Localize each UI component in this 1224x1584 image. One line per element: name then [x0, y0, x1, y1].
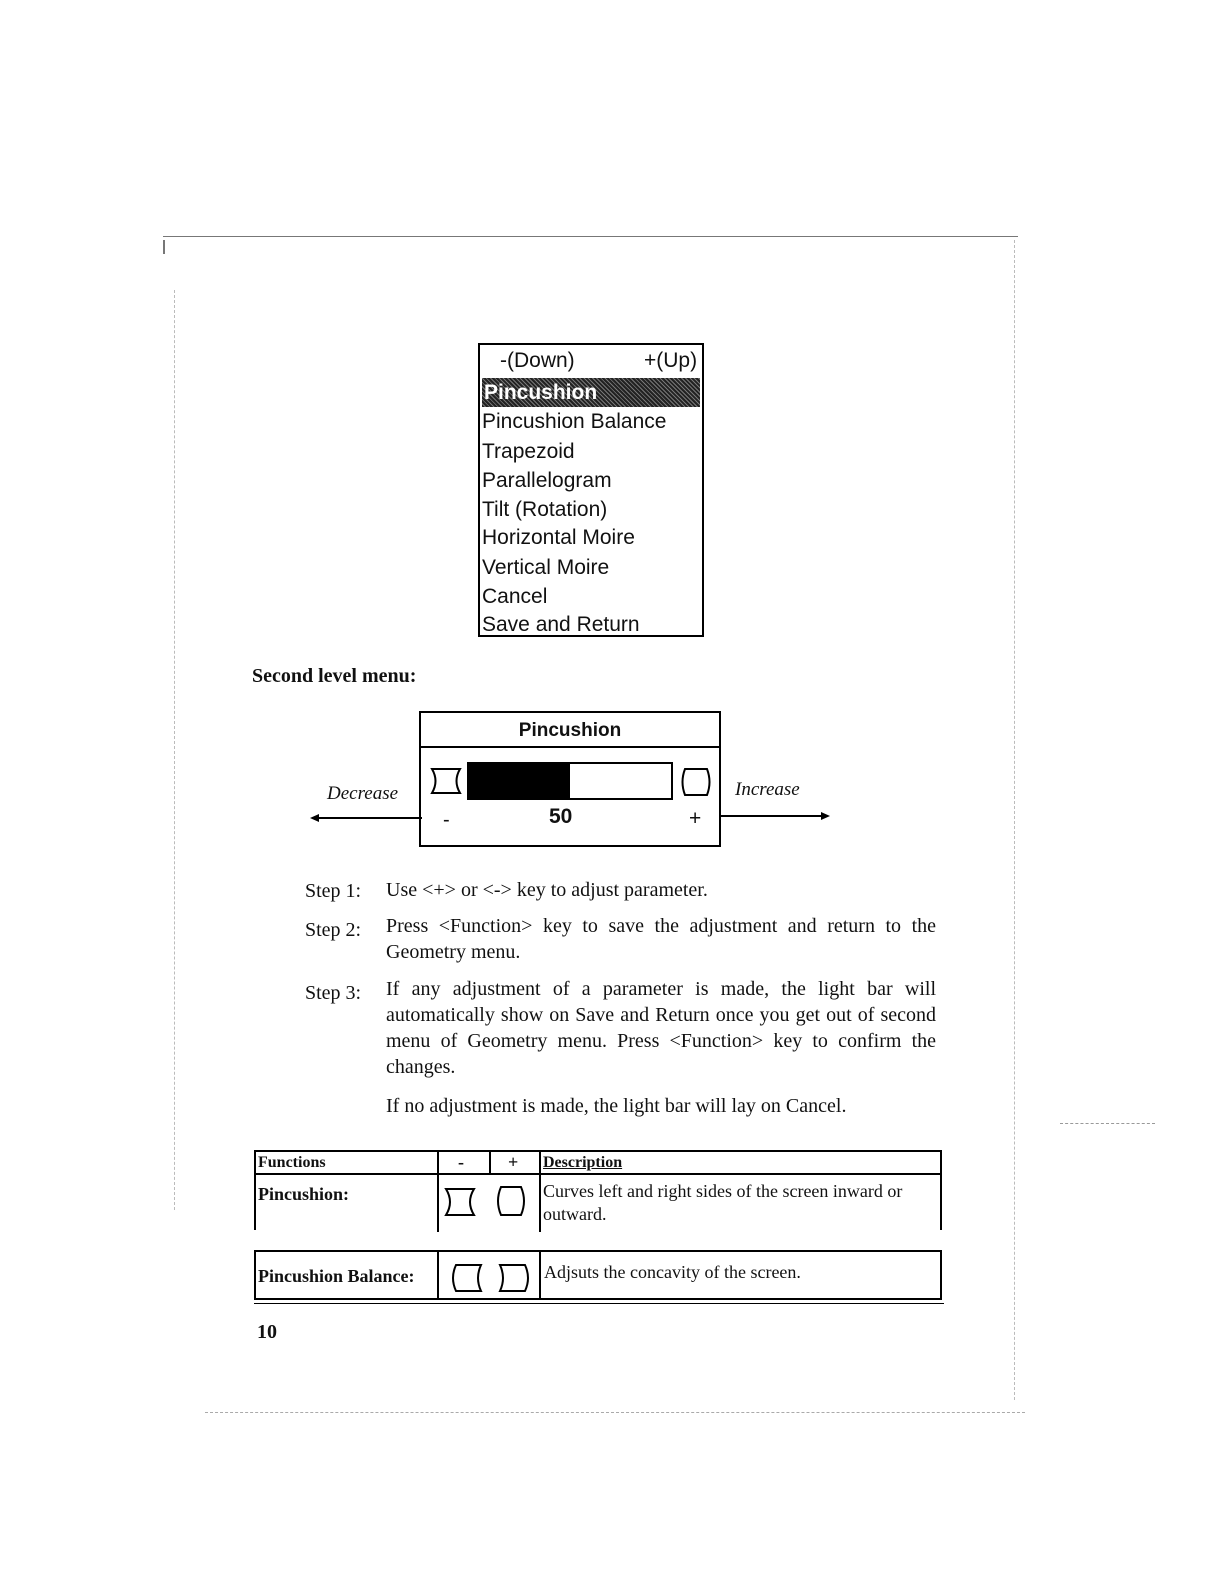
osd-menu-header — [500, 349, 700, 377]
menu-item-cancel[interactable]: Cancel — [482, 585, 548, 608]
step-2-text: Press <Function> key to save the adjustment and return to the Geometry menu. — [386, 915, 936, 963]
step-1-text: Use <+> or <-> key to adjust parameter. — [386, 879, 708, 901]
step-1-label: Step 1: — [305, 880, 362, 902]
frame-left-edge — [174, 290, 175, 1210]
increase-label: Increase — [735, 779, 800, 800]
frame-side-mark — [1060, 1123, 1155, 1124]
pincushion-minus-icon — [443, 1186, 477, 1218]
balance-plus-icon — [497, 1262, 531, 1294]
row1-desc-left — [539, 1175, 541, 1232]
slider-fill — [469, 764, 570, 798]
table-right-border — [940, 1150, 942, 1230]
pincushion-plus-icon — [494, 1184, 528, 1218]
up-key-label: +(Up) — [644, 349, 698, 372]
row2-keys-left — [437, 1250, 439, 1300]
row-balance-description: Adjsuts the concavity of the screen. — [544, 1262, 801, 1282]
pincushion-inward-icon — [429, 766, 463, 796]
menu-item-tilt[interactable]: Tilt (Rotation) — [482, 498, 608, 521]
pincushion-adjust-panel — [419, 711, 721, 847]
menu-item-trapezoid[interactable]: Trapezoid — [482, 440, 575, 463]
slider-value: 50 — [549, 805, 573, 828]
row1-keys-left — [437, 1175, 439, 1232]
menu-item-save-and-return[interactable]: Save and Return — [482, 613, 640, 636]
header-functions: Functions — [258, 1154, 326, 1171]
table-bottom-rule — [254, 1303, 944, 1304]
frame-bottom-line — [205, 1412, 1025, 1413]
menu-item-pincushion[interactable]: Pincushion — [482, 378, 700, 407]
frame-right-edge — [1014, 240, 1015, 1400]
decrease-arrow-icon — [310, 810, 422, 826]
page-number: 10 — [257, 1321, 277, 1343]
minus-label: - — [443, 809, 450, 831]
geometry-osd-menu — [478, 343, 704, 637]
step-2-label: Step 2: — [305, 919, 362, 941]
balance-minus-icon — [450, 1262, 484, 1294]
menu-item-vertical-moire[interactable]: Vertical Moire — [482, 556, 610, 579]
panel-title: Pincushion — [421, 713, 719, 748]
plus-label: + — [689, 807, 702, 830]
functions-table — [254, 1150, 942, 1305]
row2-desc-left — [539, 1250, 541, 1300]
pincushion-outward-icon — [679, 766, 713, 798]
menu-item-parallelogram[interactable]: Parallelogram — [482, 469, 612, 492]
table-left-border — [254, 1150, 256, 1230]
row-pincushion-description: Curves left and right sides of the screen inward or outward. — [543, 1181, 903, 1224]
menu-item-pincushion-balance[interactable]: Pincushion Balance — [482, 410, 667, 433]
row-pincushion-function: Pincushion: — [258, 1184, 350, 1204]
step-3-text: If any adjustment of a parameter is made, the light bar will automatically show on Save and Return once you get out of second menu of Geometry menu. Press <Function> key to confirm the changes. — [386, 978, 936, 1078]
second-level-menu-heading: Second level menu: — [252, 665, 417, 687]
header-minus: - — [458, 1152, 464, 1172]
frame-corner-mark — [163, 240, 165, 254]
cancel-note: If no adjustment is made, the light bar will lay on Cancel. — [386, 1095, 847, 1117]
value-slider[interactable] — [467, 762, 673, 800]
step-3-label: Step 3: — [305, 982, 362, 1004]
header-key-divider — [489, 1150, 491, 1175]
header-description: Description — [543, 1154, 623, 1171]
down-key-label: -(Down) — [500, 349, 575, 372]
frame-top-line — [163, 236, 1018, 237]
row-balance-function: Pincushion Balance: — [258, 1266, 415, 1286]
increase-arrow-icon — [719, 808, 831, 824]
decrease-label: Decrease — [327, 783, 399, 804]
menu-item-horizontal-moire[interactable]: Horizontal Moire — [482, 526, 635, 549]
header-plus: + — [508, 1152, 519, 1172]
